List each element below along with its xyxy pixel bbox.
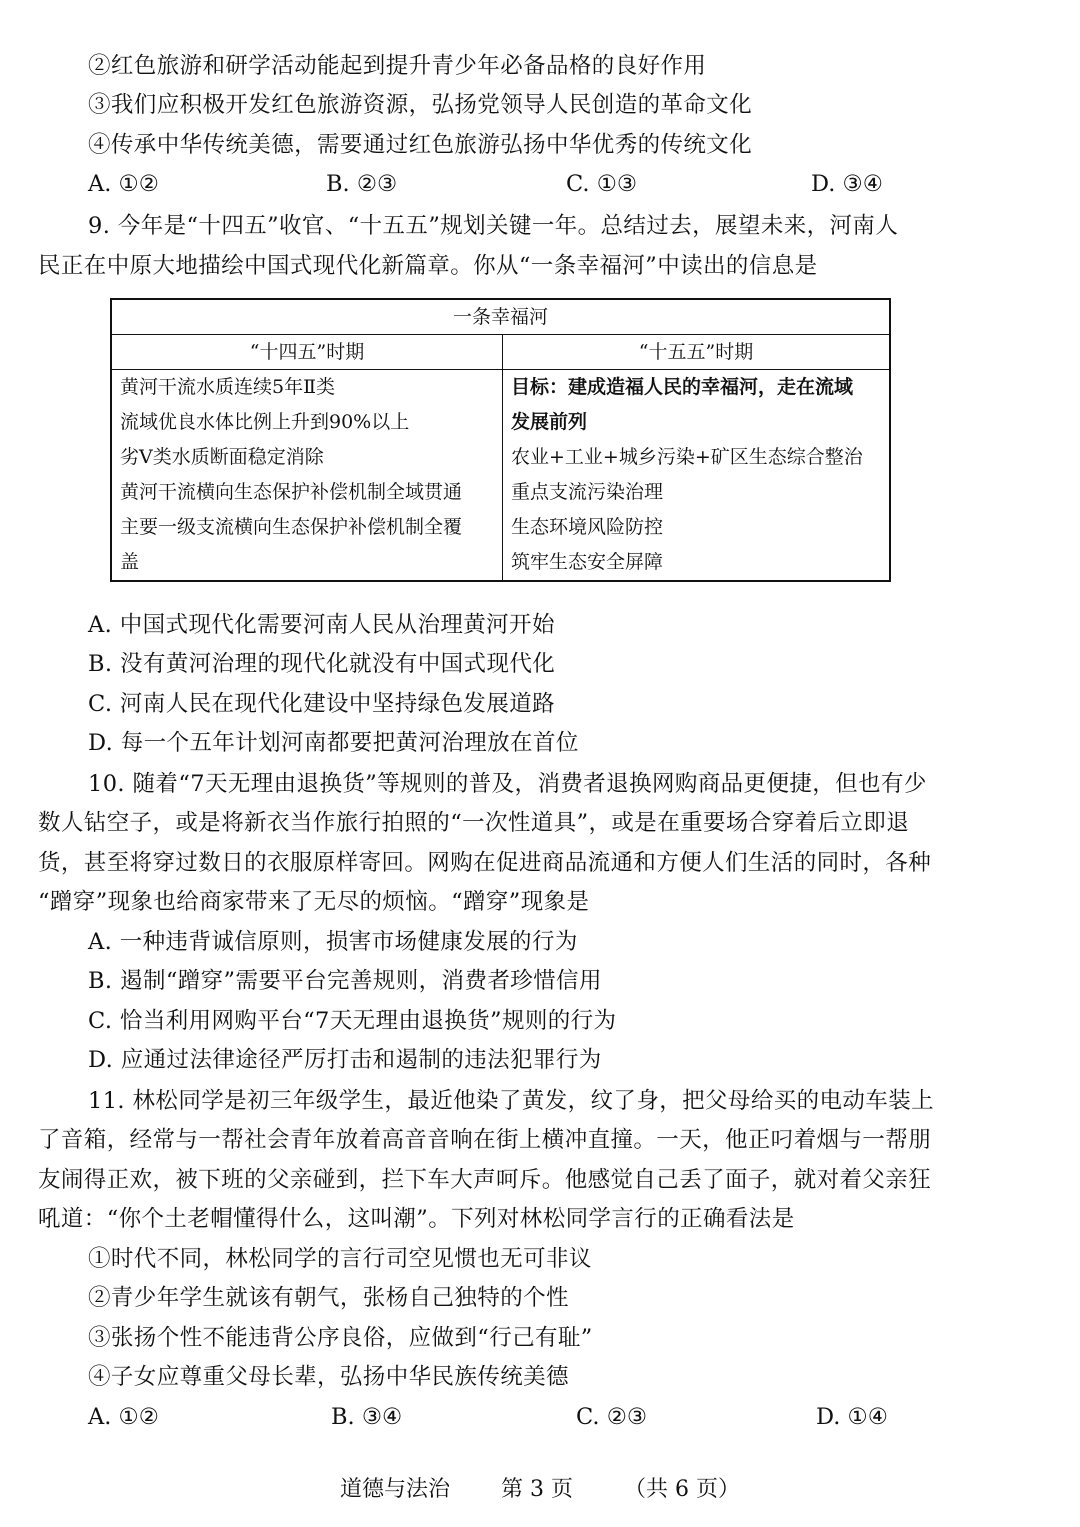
q11-stem-line-4: 吼道：“你个土老帽懂得什么，这叫潮”。下列对林松同学言行的正确看法是 [38,1206,795,1232]
col1-row: 黄河干流横向生态保护补偿机制全域贯通 [120,481,463,503]
col1-row: 黄河干流水质连续5年Ⅱ类 [120,376,336,398]
col2-header: “十五五”时期 [503,335,891,370]
footer-subject: 道德与法治 [340,1477,451,1502]
q9-option-a: A. 中国式现代化需要河南人民从治理黄河开始 [88,612,555,638]
col1-row: 流域优良水体比例上升到90%以上 [120,411,410,433]
page-footer [0,1472,1080,1508]
q10-option-d: D. 应通过法律途径严厉打击和遏制的违法犯罪行为 [88,1047,602,1073]
q9-option-d: D. 每一个五年计划河南都要把黄河治理放在首位 [88,730,579,756]
q10-stem-line-3: 货，甚至将穿过数日的衣服原样寄回。网购在促进商品流通和方便人们生活的同时，各种 [38,850,932,876]
q10-option-c: C. 恰当利用网购平台“7天无理由退换货”规则的行为 [88,1008,617,1034]
q10-stem-line-2: 数人钻空子，或是将新衣当作旅行拍照的“一次性道具”，或是在重要场合穿着后立即退 [38,810,910,836]
col2-goal-line: 发展前列 [511,411,588,433]
col1-header: “十四五”时期 [111,335,503,370]
q9-option-b: B. 没有黄河治理的现代化就没有中国式现代化 [88,651,556,677]
q11-statement-3: ③张扬个性不能违背公序良俗，应做到“行己有耻” [88,1325,593,1351]
q11-option-a: A. ①② [88,1404,159,1430]
col2-row: 筑牢生态安全屏障 [511,551,664,573]
q10-stem-line-4: “蹭穿”现象也给商家带来了无尽的烦恼。“蹭穿”现象是 [38,889,590,915]
col1-row: 劣Ⅴ类水质断面稳定消除 [120,446,324,468]
footer-total-pages: （共 6 页） [624,1477,740,1502]
q8-option-d: D. ③④ [811,171,883,197]
q8-statement-3: ③我们应积极开发红色旅游资源，弘扬党领导人民创造的革命文化 [88,92,753,118]
q8-option-a: A. ①② [88,171,159,197]
q9-stem-line-1: 9. 今年是“十四五”收官、“十五五”规划关键一年。总结过去，展望未来，河南人 [88,213,899,239]
q11-stem-line-1: 11. 林松同学是初三年级学生，最近他染了黄发，纹了身，把父母给买的电动车装上 [88,1088,935,1114]
q8-option-b: B. ②③ [326,171,398,197]
col1-cell [111,370,503,582]
q11-option-d: D. ①④ [816,1404,888,1430]
q8-statement-2: ②红色旅游和研学活动能起到提升青少年必备品格的良好作用 [88,53,707,79]
q10-stem-line-1: 10. 随着“7天无理由退换货”等规则的普及，消费者退换网购商品更便捷，但也有少 [88,771,927,797]
q11-statement-2: ②青少年学生就该有朝气，张杨自己独特的个性 [88,1285,569,1311]
col2-row: 重点支流污染治理 [511,481,664,503]
col1-row: 主要一级支流横向生态保护补偿机制全覆 [120,516,463,538]
footer-page-number: 第 3 页 [501,1477,573,1502]
q10-option-a: A. 一种违背诚信原则，损害市场健康发展的行为 [88,929,578,955]
q11-option-c: C. ②③ [576,1404,648,1430]
happy-river-table [110,298,891,582]
col1-row: 盖 [120,551,140,573]
q8-option-c: C. ①③ [566,171,638,197]
table-title: 一条幸福河 [111,299,890,335]
q9-stem-line-2: 民正在中原大地描绘中国式现代化新篇章。你从“一条幸福河”中读出的信息是 [38,253,818,279]
q11-statement-1: ①时代不同，林松同学的言行司空见惯也无可非议 [88,1246,592,1272]
q11-stem-line-2: 了音箱，经常与一帮社会青年放着高音音响在街上横冲直撞。一天，他正叼着烟与一帮朋 [38,1127,932,1153]
q11-option-b: B. ③④ [331,1404,403,1430]
col2-cell [503,370,891,582]
col2-row: 生态环境风险防控 [511,516,664,538]
q11-stem-line-3: 友闹得正欢，被下班的父亲碰到，拦下车大声呵斥。他感觉自己丢了面子，就对着父亲狂 [38,1167,932,1193]
q8-statement-4: ④传承中华传统美德，需要通过红色旅游弘扬中华优秀的传统文化 [88,132,753,158]
col2-row: 农业+工业+城乡污染+矿区生态综合整治 [511,446,863,468]
q10-option-b: B. 遏制“蹭穿”需要平台完善规则，消费者珍惜信用 [88,968,602,994]
col2-goal-line: 目标：建成造福人民的幸福河，走在流域 [511,376,854,398]
q11-statement-4: ④子女应尊重父母长辈，弘扬中华民族传统美德 [88,1364,569,1390]
q9-option-c: C. 河南人民在现代化建设中坚持绿色发展道路 [88,691,556,717]
